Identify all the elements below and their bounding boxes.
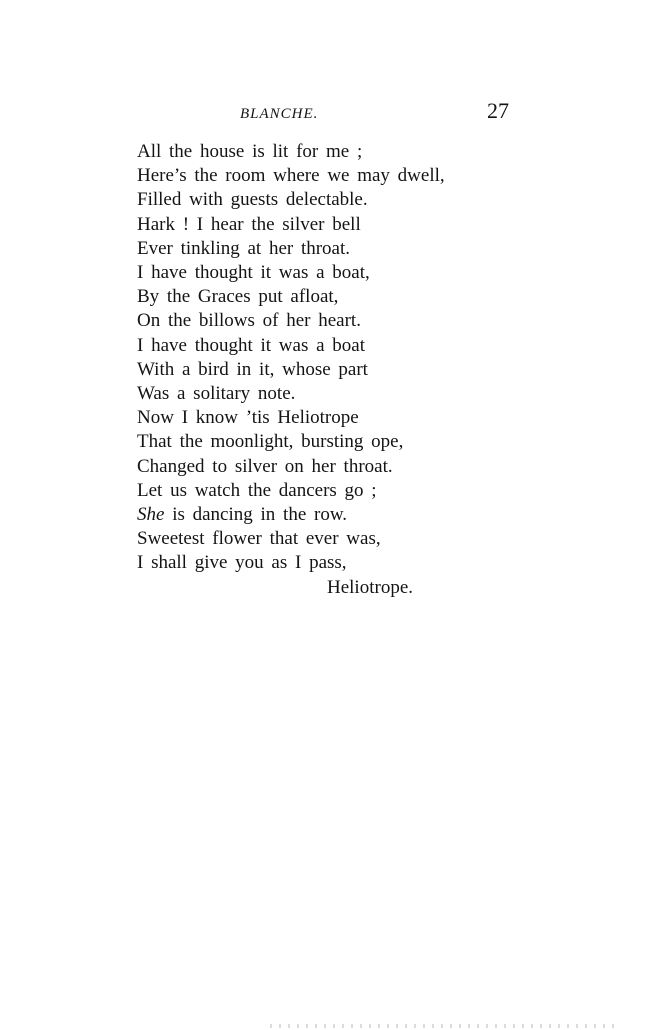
poem-line: That the moonlight, bursting ope, bbox=[137, 431, 404, 453]
poem-line: Here’s the room where we may dwell, bbox=[137, 165, 445, 187]
page-number: 27 bbox=[487, 98, 509, 123]
poem-line: On the billows of her heart. bbox=[137, 310, 361, 332]
poem-line-indented: Heliotrope. bbox=[327, 576, 414, 598]
poem-line: Hark ! I hear the silver bell bbox=[137, 213, 361, 235]
poem-line: Sweetest flower that ever was, bbox=[137, 528, 381, 550]
line-remainder: is dancing in the row. bbox=[164, 504, 348, 526]
poem-line: Changed to silver on her throat. bbox=[137, 455, 393, 477]
poem-line: Was a solitary note. bbox=[137, 383, 296, 405]
running-title: BLANCHE. bbox=[240, 106, 319, 122]
poem-line: I have thought it was a boat bbox=[137, 334, 366, 356]
scan-artifact bbox=[270, 1024, 620, 1028]
poem-line: With a bird in it, whose part bbox=[137, 358, 368, 380]
poem-line: Filled with guests delectable. bbox=[137, 189, 368, 211]
italic-word: She bbox=[137, 504, 165, 526]
poem-line: By the Graces put afloat, bbox=[137, 286, 339, 308]
poem-body bbox=[137, 140, 517, 600]
poem-line: Ever tinkling at her throat. bbox=[137, 237, 351, 259]
poem-line: I have thought it was a boat, bbox=[137, 262, 370, 284]
poem-line: Now I know ’tis Heliotrope bbox=[137, 407, 359, 429]
poem-line-italic-lead bbox=[137, 503, 517, 527]
poem-line: All the house is lit for me ; bbox=[137, 141, 363, 162]
poem-line: I shall give you as I pass, bbox=[137, 552, 347, 574]
poem-line: Let us watch the dancers go ; bbox=[137, 479, 377, 501]
